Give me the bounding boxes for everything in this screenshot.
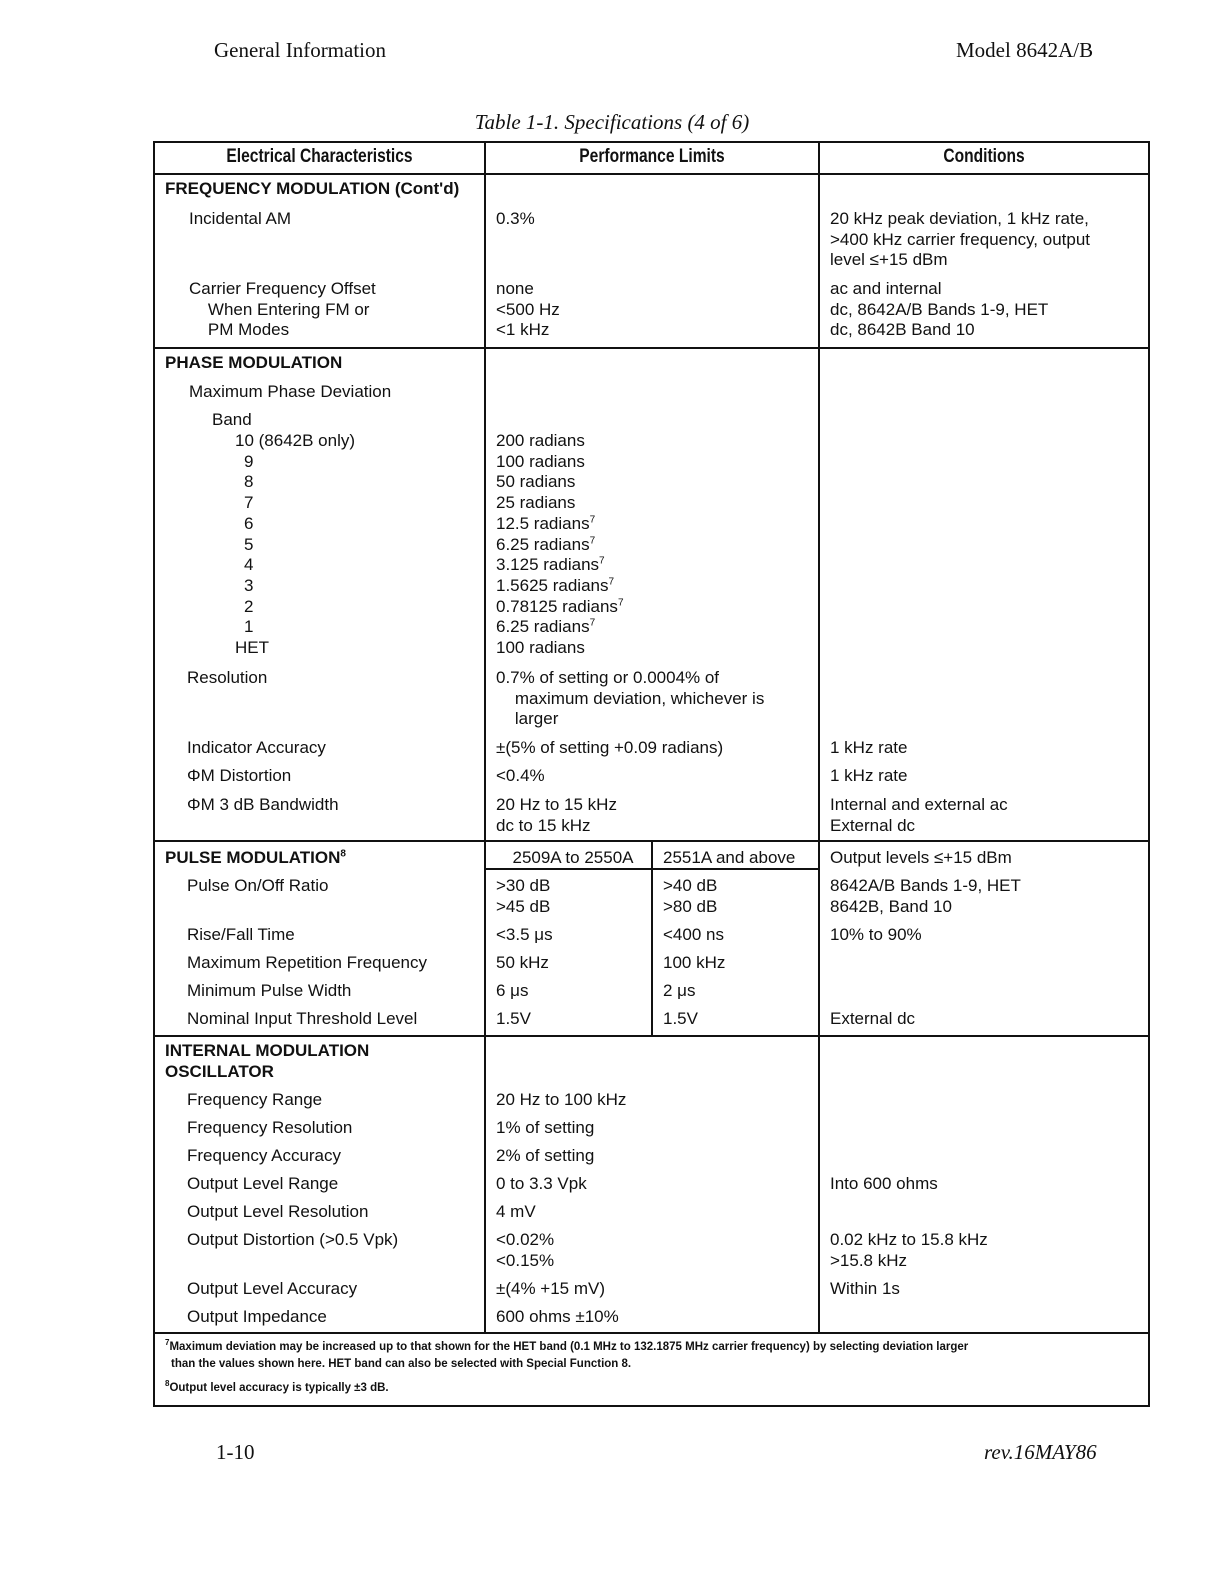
band-number: 10 (8642B only) [235, 431, 356, 450]
imo-row-limit: 4 mV [496, 1202, 536, 1221]
imo-row-label: Output Distortion (>0.5 Vpk) [187, 1230, 399, 1249]
section-heading-pulse [165, 848, 346, 869]
band-phase-limit [496, 638, 585, 659]
pm-distortion-condition: 1 kHz rate [830, 766, 908, 785]
pulse-row-value-b: 1.5V [663, 1009, 698, 1028]
section-heading-pm: PHASE MODULATION [165, 353, 343, 372]
resolution-limit: 0.7% of setting or 0.0004% of maximum deviation, whichever is larger [496, 668, 765, 729]
pulse-row-value-a: <3.5 μs [496, 925, 553, 944]
page-number: 1-10 [216, 1440, 255, 1464]
pulse-row-label: Minimum Pulse Width [187, 981, 352, 1000]
page-header-model: Model 8642A/B [956, 38, 1094, 62]
band-phase-limit-value: 50 radians [496, 472, 576, 492]
max-phase-deviation-label: Maximum Phase Deviation [189, 382, 392, 401]
pulse-subheader-condition: Output levels ≤+15 dBm [830, 848, 1012, 867]
pulse-row-condition: 10% to 90% [830, 925, 922, 944]
footnote-8 [165, 1379, 389, 1394]
footnote-ref: 7 [589, 534, 596, 546]
footnote-ref: 7 [608, 576, 615, 588]
band-phase-limit [496, 617, 595, 638]
imo-row-label: Output Level Range [187, 1174, 339, 1193]
band-phase-limit [496, 452, 585, 473]
band-phase-limit-value: 25 radians [496, 493, 576, 513]
pulse-split-rule [651, 840, 653, 1035]
pulse-row-value-a: 1.5V [496, 1009, 531, 1028]
section-rule-pulse [155, 1035, 1148, 1037]
imo-row-limit: 2% of setting [496, 1146, 595, 1165]
column-rule-1 [484, 143, 486, 1332]
pm-bandwidth-label: ΦM 3 dB Bandwidth [187, 795, 339, 814]
band-phase-limit [496, 576, 614, 597]
band-number: 5 [244, 534, 254, 554]
section-heading-fm: FREQUENCY MODULATION (Cont'd) [165, 179, 460, 198]
column-rule-2 [818, 143, 820, 1332]
pulse-heading-text: PULSE MODULATION [165, 848, 341, 867]
band-phase-limit [496, 514, 595, 535]
band-label: Band [212, 410, 252, 429]
incidental-am-condition: 20 kHz peak deviation, 1 kHz rate, >400 kHz carrier frequency, output level ≤+15 dBm [830, 209, 1091, 270]
incidental-am-label: Incidental AM [189, 209, 292, 228]
pulse-row-value-a: >30 dB >45 dB [496, 876, 551, 916]
imo-row-condition: 0.02 kHz to 15.8 kHz >15.8 kHz [830, 1230, 988, 1270]
band-number: 4 [244, 555, 254, 575]
column-header-limits: Performance Limits [579, 146, 725, 167]
band-phase-limit-value: 1.5625 radians [496, 575, 609, 595]
imo-row-limit: 600 ohms ±10% [496, 1307, 619, 1326]
pulse-row-label: Rise/Fall Time [187, 925, 295, 944]
carrier-offset-label: Carrier Frequency Offset When Entering FM or PM Modes [189, 279, 376, 340]
band-phase-limit [496, 472, 575, 493]
imo-row-label: Frequency Resolution [187, 1118, 353, 1137]
pulse-row-condition: 8642A/B Bands 1-9, HET 8642B, Band 10 [830, 876, 1021, 916]
specifications-table [153, 141, 1150, 1407]
band-number: 2 [244, 596, 254, 616]
column-header-characteristics: Electrical Characteristics [226, 146, 413, 167]
imo-row-limit: 20 Hz to 100 kHz [496, 1090, 627, 1109]
column-header-conditions: Conditions [943, 146, 1025, 167]
footnote-ref: 7 [589, 617, 596, 629]
imo-row-label: Output Level Resolution [187, 1202, 369, 1221]
footnote-7-line2: than the values shown here. HET band can also be selected with Special Function 8. [171, 1358, 632, 1370]
imo-row-limit: 0 to 3.3 Vpk [496, 1174, 587, 1193]
band-phase-limit-value: 0.78125 radians [496, 596, 618, 616]
band-phase-limit-value: 6.25 radians [496, 534, 590, 554]
band-number: 1 [244, 617, 254, 637]
imo-row-limit: 1% of setting [496, 1118, 595, 1137]
indicator-accuracy-label: Indicator Accuracy [187, 738, 326, 757]
footnote-7-mark: 7 [165, 1338, 170, 1348]
indicator-accuracy-limit: ±(5% of setting +0.09 radians) [496, 738, 724, 757]
imo-row-condition: Into 600 ohms [830, 1174, 938, 1193]
pm-distortion-label: ΦM Distortion [187, 766, 292, 785]
imo-row-label: Frequency Accuracy [187, 1146, 342, 1165]
revision-label: rev.16MAY86 [984, 1440, 1097, 1464]
band-phase-limit [496, 431, 585, 452]
footnote-7-line1 [165, 1338, 969, 1353]
band-phase-limit [496, 493, 575, 514]
band-number: 9 [244, 451, 254, 471]
band-phase-limit-value: 100 radians [496, 638, 585, 657]
band-number: 6 [244, 513, 254, 533]
footnote-7-text: Maximum deviation may be increased up to that shown for the HET band (0.1 MHz to 132.1875 MHz carrier frequency) by selecting deviation larger [169, 1341, 969, 1353]
band-phase-limit-value: 3.125 radians [496, 555, 600, 575]
pulse-row-value-b: >40 dB >80 dB [663, 876, 718, 916]
pm-bandwidth-limit: 20 Hz to 15 kHz dc to 15 kHz [496, 795, 617, 835]
pulse-row-label: Maximum Repetition Frequency [187, 953, 427, 972]
pulse-row-value-a: 50 kHz [496, 953, 549, 972]
table-title: Table 1-1. Specifications (4 of 6) [474, 110, 750, 134]
pulse-row-condition: External dc [830, 1009, 916, 1028]
band-phase-limit-value: 200 radians [496, 431, 585, 450]
pulse-row-label: Nominal Input Threshold Level [187, 1009, 418, 1028]
band-number: 8 [244, 472, 254, 492]
pulse-row-value-a: 6 μs [496, 981, 529, 1000]
band-number: 7 [244, 493, 254, 513]
imo-row-condition: Within 1s [830, 1279, 900, 1298]
imo-row-limit: <0.02% <0.15% [496, 1230, 555, 1270]
pulse-subheader-b: 2551A and above [663, 848, 796, 867]
footnote-8-text: Output level accuracy is typically ±3 dB. [169, 1382, 389, 1394]
band-phase-limit-value: 100 radians [496, 451, 585, 471]
section-heading-imo: INTERNAL MODULATION OSCILLATOR [165, 1041, 370, 1081]
section-rule-imo [155, 1332, 1148, 1334]
pm-bandwidth-condition: Internal and external ac External dc [830, 795, 1008, 835]
imo-row-label: Output Impedance [187, 1307, 327, 1326]
band-phase-limit [496, 535, 595, 556]
pm-distortion-limit: <0.4% [496, 766, 545, 785]
incidental-am-limit: 0.3% [496, 209, 535, 228]
footnote-ref: 7 [617, 596, 624, 608]
footnote-ref: 7 [599, 555, 605, 567]
indicator-accuracy-condition: 1 kHz rate [830, 738, 908, 757]
band-phase-limit-value: 6.25 radians [496, 617, 590, 637]
pulse-heading-footnote: 8 [340, 848, 346, 860]
band-phase-limit-value: 12.5 radians [496, 513, 590, 533]
pulse-row-value-b: <400 ns [663, 925, 724, 944]
imo-row-limit: ±(4% +15 mV) [496, 1279, 606, 1298]
pulse-row-value-b: 100 kHz [663, 953, 726, 972]
pulse-subheader-a: 2509A to 2550A [512, 848, 634, 867]
band-phase-limit [496, 555, 605, 576]
band-phase-limit [496, 597, 624, 618]
carrier-offset-condition: ac and internal dc, 8642A/B Bands 1-9, HET dc, 8642B Band 10 [830, 279, 1049, 340]
pulse-row-value-b: 2 μs [663, 981, 696, 1000]
imo-row-label: Frequency Range [187, 1090, 323, 1109]
band-number: 3 [244, 575, 254, 595]
footnote-8-mark: 8 [165, 1379, 170, 1389]
pulse-row-label: Pulse On/Off Ratio [187, 876, 329, 895]
footnote-ref: 7 [589, 514, 596, 526]
page-header-section: General Information [214, 38, 387, 62]
band-number: HET [235, 638, 269, 657]
section-rule-fm [155, 347, 1148, 349]
carrier-offset-limit: none <500 Hz <1 kHz [496, 279, 560, 340]
imo-row-label: Output Level Accuracy [187, 1279, 358, 1298]
resolution-label: Resolution [187, 668, 268, 687]
